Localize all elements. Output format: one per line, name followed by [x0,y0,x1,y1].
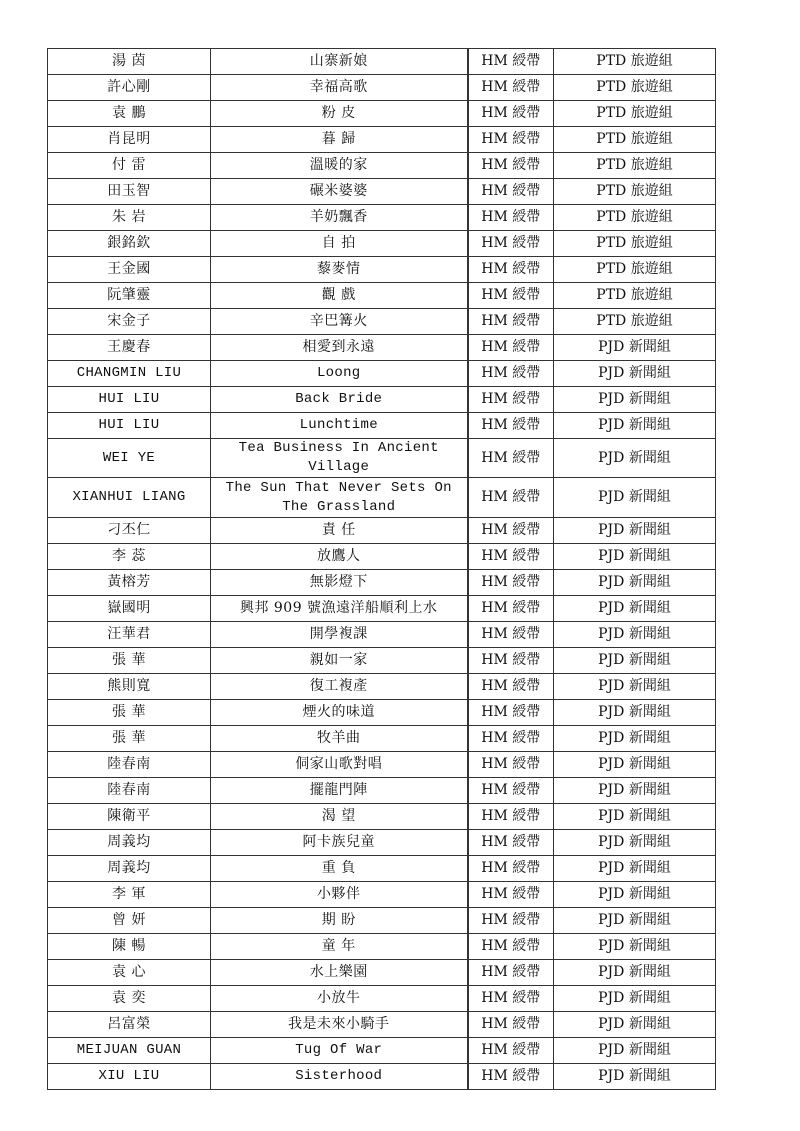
group-cell: PJD 新聞組 [554,856,716,882]
entrant-name-cell: 黃榕芳 [48,570,211,596]
entrant-name-cell: WEI YE [48,439,211,478]
group-cell: PJD 新聞組 [554,361,716,387]
table-row [48,49,716,75]
table-row [48,830,716,856]
table-row [48,153,716,179]
group-cell: PTD 旅遊組 [554,283,716,309]
work-title-cell: 復工複產 [211,674,468,700]
award-cell: HM 綬帶 [468,934,554,960]
table-row [48,908,716,934]
work-title-cell: 重 負 [211,856,468,882]
table-row [48,205,716,231]
work-title-cell: 相愛到永遠 [211,335,468,361]
work-title-cell: 溫暖的家 [211,153,468,179]
award-cell: HM 綬帶 [468,257,554,283]
table-row [48,622,716,648]
table-row [48,283,716,309]
work-title-cell: 粉 皮 [211,101,468,127]
award-cell: HM 綬帶 [468,1012,554,1038]
entrant-name-cell: 許心剛 [48,75,211,101]
table-row [48,700,716,726]
award-cell: HM 綬帶 [468,179,554,205]
group-cell: PTD 旅遊組 [554,309,716,335]
group-cell: PJD 新聞組 [554,908,716,934]
entrant-name-cell: 李 軍 [48,882,211,908]
group-cell: PJD 新聞組 [554,830,716,856]
entrant-name-cell: 阮肇靈 [48,283,211,309]
award-cell: HM 綬帶 [468,283,554,309]
work-title-cell: 我是未來小騎手 [211,1012,468,1038]
entrant-name-cell: 周義均 [48,830,211,856]
table-row [48,960,716,986]
entrant-name-cell: 張 華 [48,726,211,752]
table-row [48,570,716,596]
table-row [48,882,716,908]
entrant-name-cell: HUI LIU [48,387,211,413]
award-cell: HM 綬帶 [468,309,554,335]
award-cell: HM 綬帶 [468,49,554,75]
work-title-cell: 渴 望 [211,804,468,830]
work-title-cell: 碾米婆婆 [211,179,468,205]
group-cell: PJD 新聞組 [554,986,716,1012]
group-cell: PJD 新聞組 [554,752,716,778]
work-title-cell: 興邦 909 號漁遠洋船順利上水 [211,596,468,622]
award-cell: HM 綬帶 [468,101,554,127]
group-cell: PJD 新聞組 [554,726,716,752]
award-cell: HM 綬帶 [468,830,554,856]
work-title-cell: Loong [211,361,468,387]
entrant-name-cell: 王金國 [48,257,211,283]
work-title-cell: 小夥伴 [211,882,468,908]
table-row [48,778,716,804]
entrant-name-cell: 陳衛平 [48,804,211,830]
group-cell: PTD 旅遊組 [554,153,716,179]
work-title-cell: 山寨新娘 [211,49,468,75]
entrant-name-cell: 陸春南 [48,752,211,778]
group-cell: PJD 新聞組 [554,778,716,804]
table-row [48,1012,716,1038]
table-row [48,127,716,153]
entrant-name-cell: 湯 茵 [48,49,211,75]
work-title-cell: Back Bride [211,387,468,413]
work-title-cell: 期 盼 [211,908,468,934]
group-cell: PJD 新聞組 [554,335,716,361]
table-row [48,387,716,413]
entrant-name-cell: CHANGMIN LIU [48,361,211,387]
award-cell: HM 綬帶 [468,622,554,648]
work-title-cell: 阿卡族兒童 [211,830,468,856]
entrant-name-cell: 付 雷 [48,153,211,179]
group-cell: PJD 新聞組 [554,804,716,830]
entrant-name-cell: 汪華君 [48,622,211,648]
entrant-name-cell: 袁 奕 [48,986,211,1012]
group-cell: PJD 新聞組 [554,596,716,622]
table-row [48,179,716,205]
award-cell: HM 綬帶 [468,908,554,934]
entrant-name-cell: XIU LIU [48,1064,211,1090]
award-cell: HM 綬帶 [468,726,554,752]
entrant-name-cell: 刁丕仁 [48,518,211,544]
group-cell: PTD 旅遊組 [554,127,716,153]
group-cell: PTD 旅遊組 [554,179,716,205]
entrant-name-cell: 王慶春 [48,335,211,361]
group-cell: PJD 新聞組 [554,478,716,518]
awards-table [47,48,716,1090]
group-cell: PJD 新聞組 [554,648,716,674]
group-cell: PJD 新聞組 [554,960,716,986]
award-cell: HM 綬帶 [468,882,554,908]
table-row [48,478,716,518]
group-cell: PJD 新聞組 [554,1012,716,1038]
table-row [48,674,716,700]
work-title-cell: 親如一家 [211,648,468,674]
award-cell: HM 綬帶 [468,804,554,830]
award-cell: HM 綬帶 [468,778,554,804]
work-title-cell: 幸福高歌 [211,75,468,101]
entrant-name-cell: 朱 岩 [48,205,211,231]
work-title-cell: 侗家山歌對唱 [211,752,468,778]
work-title-cell: Tea Business In Ancient Village [211,439,468,478]
entrant-name-cell: 銀銘欽 [48,231,211,257]
entrant-name-cell: 張 華 [48,648,211,674]
award-cell: HM 綬帶 [468,674,554,700]
awards-table-body [48,49,716,1090]
entrant-name-cell: 周義均 [48,856,211,882]
table-row [48,986,716,1012]
awards-page [47,48,716,1090]
table-row [48,439,716,478]
entrant-name-cell: 袁 心 [48,960,211,986]
table-row [48,596,716,622]
table-row [48,544,716,570]
work-title-cell: 水上樂園 [211,960,468,986]
group-cell: PJD 新聞組 [554,570,716,596]
table-row [48,1038,716,1064]
group-cell: PJD 新聞組 [554,1038,716,1064]
group-cell: PJD 新聞組 [554,544,716,570]
table-row [48,361,716,387]
award-cell: HM 綬帶 [468,960,554,986]
group-cell: PJD 新聞組 [554,518,716,544]
table-row [48,648,716,674]
entrant-name-cell: 熊則寬 [48,674,211,700]
group-cell: PJD 新聞組 [554,622,716,648]
table-row [48,752,716,778]
award-cell: HM 綬帶 [468,1064,554,1090]
entrant-name-cell: 張 華 [48,700,211,726]
work-title-cell: The Sun That Never Sets On The Grassland [211,478,468,518]
group-cell: PJD 新聞組 [554,1064,716,1090]
work-title-cell: 自 拍 [211,231,468,257]
work-title-cell: Sisterhood [211,1064,468,1090]
table-row [48,934,716,960]
entrant-name-cell: 陸春南 [48,778,211,804]
award-cell: HM 綬帶 [468,335,554,361]
entrant-name-cell: HUI LIU [48,413,211,439]
entrant-name-cell: 嶽國明 [48,596,211,622]
work-title-cell: 羊奶飄香 [211,205,468,231]
work-title-cell: 開學複課 [211,622,468,648]
work-title-cell: 擺龍門陣 [211,778,468,804]
work-title-cell: 觀 戲 [211,283,468,309]
award-cell: HM 綬帶 [468,75,554,101]
award-cell: HM 綬帶 [468,518,554,544]
work-title-cell: 煙火的味道 [211,700,468,726]
table-row [48,518,716,544]
entrant-name-cell: MEIJUAN GUAN [48,1038,211,1064]
group-cell: PJD 新聞組 [554,882,716,908]
work-title-cell: 藜麥情 [211,257,468,283]
entrant-name-cell: XIANHUI LIANG [48,478,211,518]
table-row [48,804,716,830]
award-cell: HM 綬帶 [468,127,554,153]
table-row [48,1064,716,1090]
entrant-name-cell: 田玉智 [48,179,211,205]
work-title-cell: 無影燈下 [211,570,468,596]
work-title-cell: 放鷹人 [211,544,468,570]
group-cell: PJD 新聞組 [554,934,716,960]
entrant-name-cell: 袁 鵬 [48,101,211,127]
award-cell: HM 綬帶 [468,1038,554,1064]
award-cell: HM 綬帶 [468,205,554,231]
entrant-name-cell: 陳 暢 [48,934,211,960]
award-cell: HM 綬帶 [468,700,554,726]
award-cell: HM 綬帶 [468,986,554,1012]
group-cell: PTD 旅遊組 [554,49,716,75]
award-cell: HM 綬帶 [468,478,554,518]
group-cell: PJD 新聞組 [554,413,716,439]
award-cell: HM 綬帶 [468,544,554,570]
award-cell: HM 綬帶 [468,648,554,674]
award-cell: HM 綬帶 [468,752,554,778]
work-title-cell: Tug Of War [211,1038,468,1064]
table-row [48,101,716,127]
award-cell: HM 綬帶 [468,361,554,387]
group-cell: PTD 旅遊組 [554,205,716,231]
table-row [48,75,716,101]
award-cell: HM 綬帶 [468,387,554,413]
group-cell: PJD 新聞組 [554,439,716,478]
table-row [48,726,716,752]
group-cell: PJD 新聞組 [554,700,716,726]
work-title-cell: 辛巴篝火 [211,309,468,335]
work-title-cell: 童 年 [211,934,468,960]
award-cell: HM 綬帶 [468,570,554,596]
group-cell: PTD 旅遊組 [554,257,716,283]
work-title-cell: Lunchtime [211,413,468,439]
entrant-name-cell: 宋金子 [48,309,211,335]
entrant-name-cell: 曾 妍 [48,908,211,934]
table-row [48,335,716,361]
table-row [48,413,716,439]
entrant-name-cell: 李 蕊 [48,544,211,570]
award-cell: HM 綬帶 [468,231,554,257]
table-row [48,856,716,882]
award-cell: HM 綬帶 [468,596,554,622]
award-cell: HM 綬帶 [468,439,554,478]
work-title-cell: 暮 歸 [211,127,468,153]
award-cell: HM 綬帶 [468,413,554,439]
work-title-cell: 牧羊曲 [211,726,468,752]
group-cell: PTD 旅遊組 [554,101,716,127]
table-row [48,257,716,283]
award-cell: HM 綬帶 [468,856,554,882]
work-title-cell: 小放牛 [211,986,468,1012]
group-cell: PTD 旅遊組 [554,231,716,257]
table-row [48,231,716,257]
group-cell: PJD 新聞組 [554,674,716,700]
entrant-name-cell: 呂富榮 [48,1012,211,1038]
table-row [48,309,716,335]
award-cell: HM 綬帶 [468,153,554,179]
group-cell: PJD 新聞組 [554,387,716,413]
work-title-cell: 責 任 [211,518,468,544]
entrant-name-cell: 肖昆明 [48,127,211,153]
group-cell: PTD 旅遊組 [554,75,716,101]
